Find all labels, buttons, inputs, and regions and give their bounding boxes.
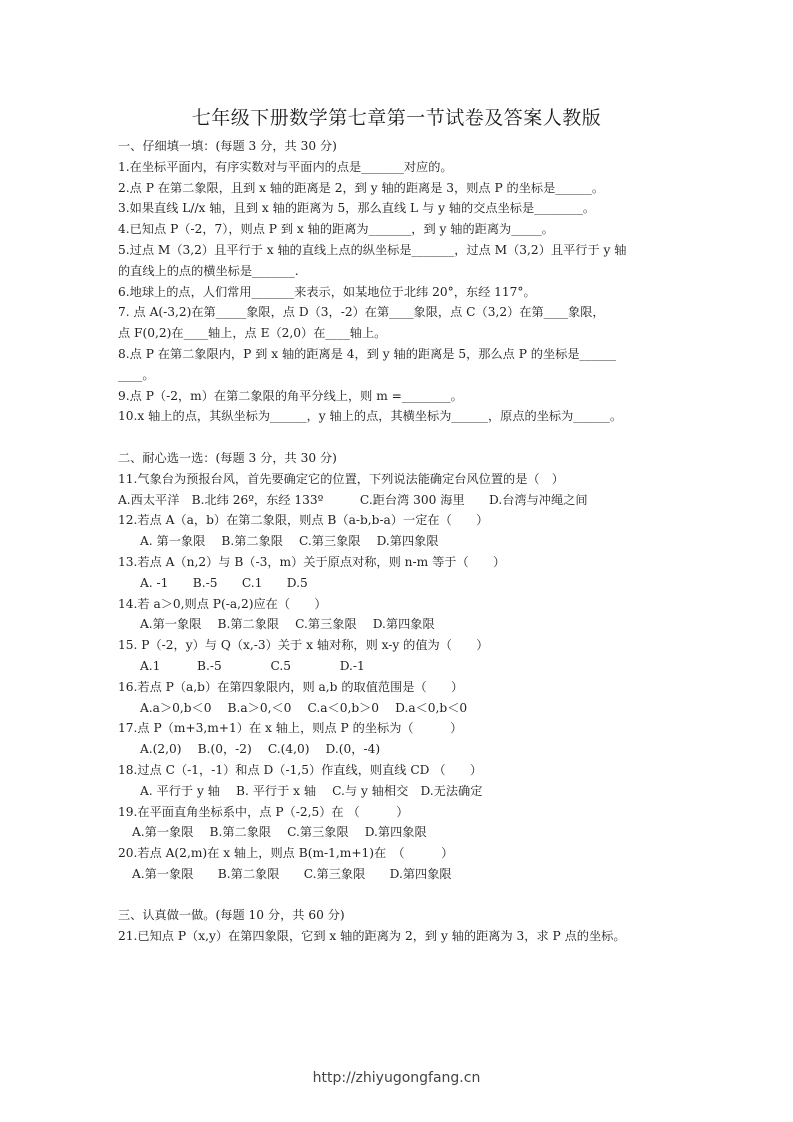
question-1: 1.在坐标平面内，有序实数对与平面内的点是_______对应的。 bbox=[118, 159, 453, 174]
question-15-options: A.1 B.-5 C.5 D.-1 bbox=[140, 658, 365, 673]
question-20-options: A.第一象限 B.第二象限 C.第三象限 D.第四象限 bbox=[132, 866, 452, 881]
question-19: 19.在平面直角坐标系中，点 P（-2,5）在 （ ） bbox=[118, 804, 409, 819]
section-1-heading: 一、仔细填一填：(每题 3 分，共 30 分) bbox=[118, 139, 337, 153]
question-14: 14.若 a＞0,则点 P(-a,2)应在（ ） bbox=[118, 596, 327, 611]
section-gap bbox=[118, 427, 678, 448]
question-12: 12.若点 A（a，b）在第二象限，则点 B（a-b,b-a）一定在（ ） bbox=[118, 513, 489, 528]
question-11-options: A.西太平洋 B.北纬 26º，东经 133º C.距台湾 300 海里 D.台湾与冲绳之间 bbox=[118, 492, 588, 507]
question-18-options: A. 平行于 y 轴 B. 平行于 x 轴 C.与 y 轴相交 D.无法确定 bbox=[140, 783, 483, 798]
question-2: 2.点 P 在第二象限，且到 x 轴的距离是 2，到 y 轴的距离是 3，则点 P 的坐标是______。 bbox=[118, 180, 605, 195]
question-17-options: A.(2,0) B.(0，-2) C.(4,0) D.(0，-4) bbox=[140, 742, 381, 757]
question-19-options: A.第一象限 B.第二象限 C.第三象限 D.第四象限 bbox=[132, 825, 427, 840]
question-7-cont: 点 F(0,2)在____轴上，点 E（2,0）在____轴上。 bbox=[118, 326, 387, 341]
question-7: 7. 点 A(-3,2)在第_____象限，点 D（3，-2）在第____象限，点 C（3,2）在第____象限， bbox=[118, 305, 605, 320]
section-3-heading: 三、认真做一做。(每题 10 分，共 60 分) bbox=[118, 908, 345, 923]
exam-title: 七年级下册数学第七章第一节试卷及答案人教版 bbox=[191, 107, 602, 129]
question-13: 13.若点 A（n,2）与 B（-3，m）关于原点对称，则 n-m 等于（ ） bbox=[118, 554, 506, 569]
question-15: 15. P（-2，y）与 Q（x,-3）关于 x 轴对称，则 x-y 的值为（ ） bbox=[118, 638, 489, 653]
question-18: 18.过点 C（-1，-1）和点 D（-1,5）作直线，则直线 CD （ ） bbox=[118, 762, 483, 777]
question-3: 3.如果直线 L//x 轴，且到 x 轴的距离为 5，那么直线 L 与 y 轴的交点坐标是________。 bbox=[118, 201, 596, 216]
question-10: 10.x 轴上的点，其纵坐标为______，y 轴上的点，其横坐标为______，原点的坐标为______。 bbox=[118, 409, 623, 424]
question-12-options: A. 第一象限 B.第二象限 C.第三象限 D.第四象限 bbox=[140, 534, 439, 549]
question-5-cont: 的直线上的点的横坐标是_______. bbox=[118, 263, 299, 278]
section-2-heading: 二、耐心选一选：(每题 3 分，共 30 分) bbox=[118, 450, 337, 465]
question-4: 4.已知点 P（-2，7），则点 P 到 x 轴的距离为_______，到 y 轴的距离为_____。 bbox=[118, 222, 554, 237]
question-20: 20.若点 A(2,m)在 x 轴上，则点 B(m-1,m+1)在 （ ） bbox=[118, 846, 454, 861]
question-14-options: A.第一象限 B.第二象限 C.第三象限 D.第四象限 bbox=[140, 617, 435, 632]
exam-content bbox=[118, 136, 678, 947]
question-17: 17.点 P（m+3,m+1）在 x 轴上，则点 P 的坐标为（ ） bbox=[118, 721, 463, 736]
question-8-cont: ____。 bbox=[118, 367, 155, 382]
question-8: 8.点 P 在第二象限内，P 到 x 轴的距离是 4，到 y 轴的距离是 5，那么点 P 的坐标是______ bbox=[118, 346, 617, 361]
question-16: 16.若点 P（a,b）在第四象限内，则 a,b 的取值范围是（ ） bbox=[118, 679, 464, 694]
question-9: 9.点 P（-2，m）在第二象限的角平分线上，则 m =________。 bbox=[118, 388, 463, 403]
section-gap bbox=[118, 885, 678, 906]
question-21: 21.已知点 P（x,y）在第四象限，它到 x 轴的距离为 2，到 y 轴的距离为 3，求 P 点的坐标。 bbox=[118, 929, 626, 944]
question-16-options: A.a＞0,b＜0 B.a＞0,＜0 C.a＜0,b＞0 D.a＜0,b＜0 bbox=[140, 700, 468, 715]
question-5: 5.过点 M（3,2）且平行于 x 轴的直线上点的纵坐标是_______，过点 M（3,2）且平行于 y 轴 bbox=[118, 242, 627, 257]
question-6: 6.地球上的点，人们常用_______来表示，如某地位于北纬 20°，东经 117°。 bbox=[118, 284, 536, 299]
question-13-options: A. -1 B.-5 C.1 D.5 bbox=[140, 575, 308, 590]
question-11: 11.气象台为预报台风，首先要确定它的位置，下列说法能确定台风位置的是（ ） bbox=[118, 471, 564, 486]
footer-url: http://zhiyugongfang.cn bbox=[312, 1070, 481, 1086]
